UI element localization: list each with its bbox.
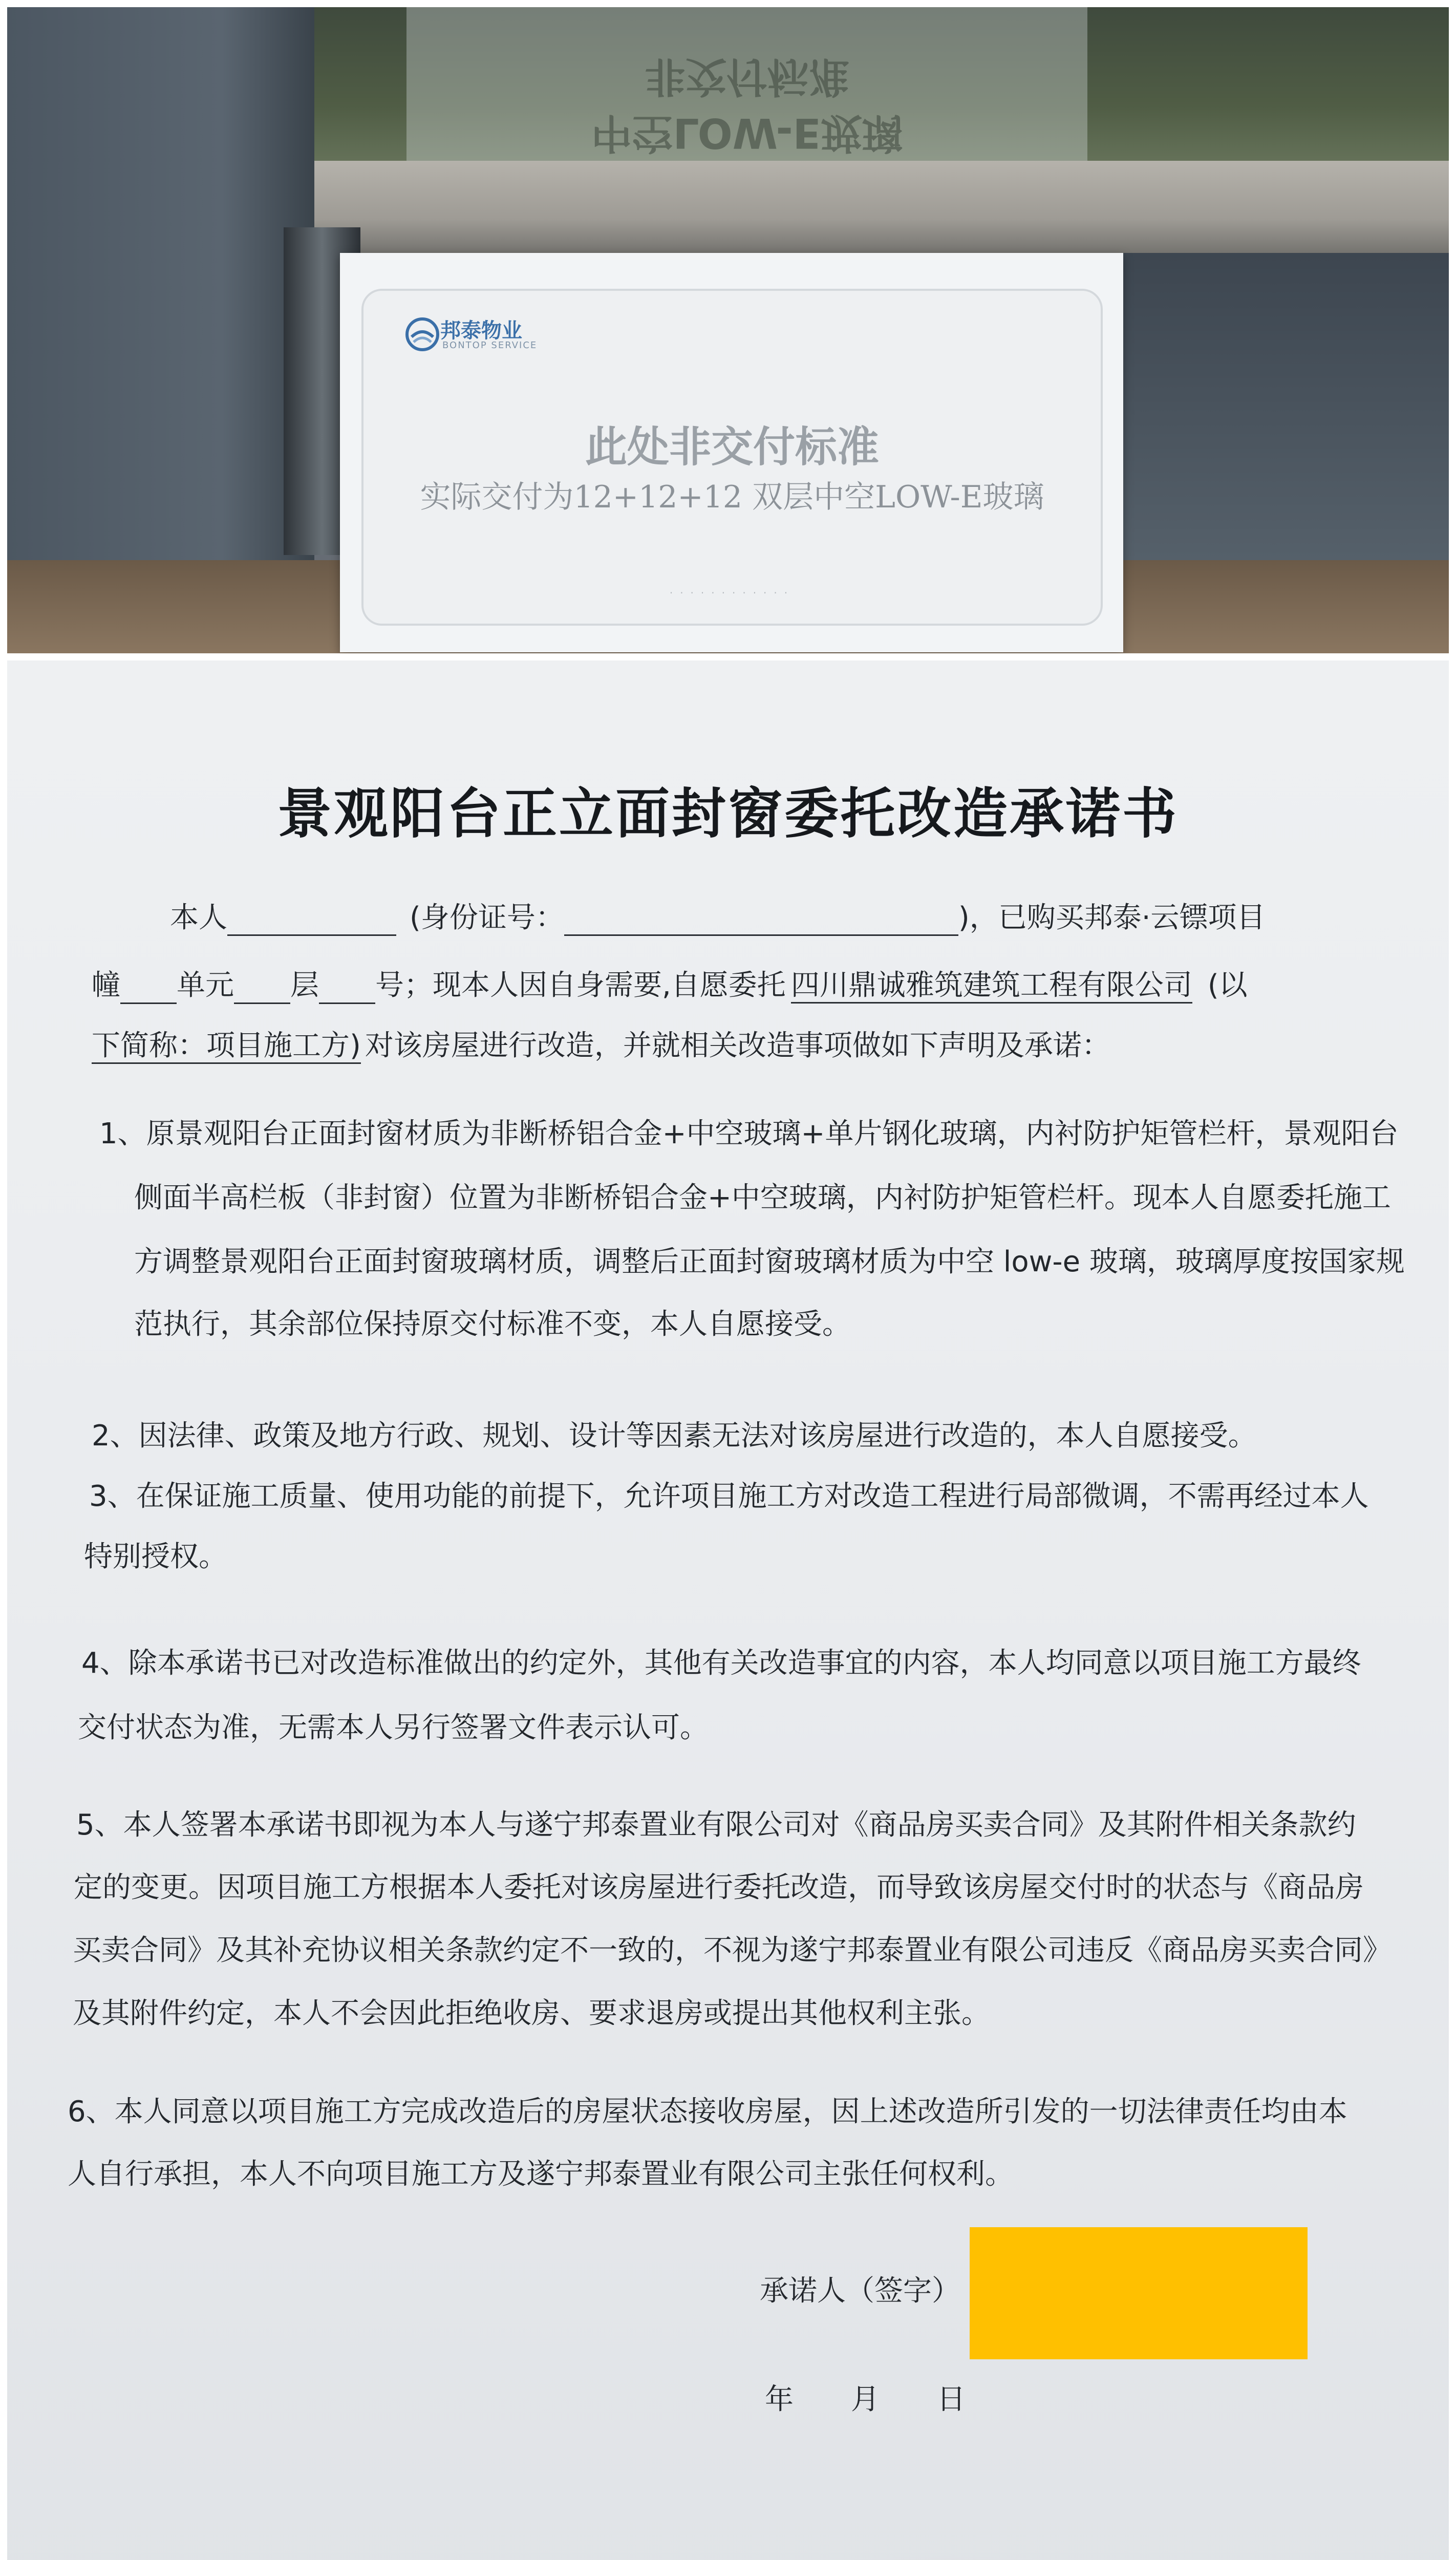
signature-redaction: [970, 2227, 1308, 2359]
date-label: 年 月 日: [765, 2383, 966, 2416]
clause-3-line: 3、在保证施工质量、使用功能的前提下，允许项目施工方对改造工程进行局部微调，不需再经过本人: [89, 1480, 1369, 1513]
sign-brand: 邦泰物业: [440, 319, 522, 343]
clause-1-line: 范执行，其余部位保持原交付标准不变，本人自愿接受。: [134, 1308, 851, 1341]
clause-1-line: 侧面半高栏板（非封窗）位置为非断桥铝合金+中空玻璃，内衬防护矩管栏杆。现本人自愿委托施工: [134, 1181, 1391, 1214]
floor-blank: [319, 976, 375, 1004]
intro-statement: 对该房屋进行改造，并就相关改造事项做如下声明及承诺：: [365, 1029, 1110, 1062]
intro-line-2: [92, 968, 1248, 1004]
contractor-name: 四川鼎诚雅筑建筑工程有限公司: [791, 969, 1192, 1004]
abbr-open: (以: [1207, 969, 1248, 1002]
id-number-blank: [564, 908, 958, 936]
commitment-letter: [7, 660, 1449, 2560]
unit-blank: [234, 976, 290, 1004]
building-blank: [120, 976, 177, 1004]
clause-4-line: 交付状态为准，无需本人另行签署文件表示认可。: [78, 1711, 709, 1744]
sign-subtitle: 实际交付为12+12+12 双层中空LOW-E玻璃: [420, 479, 1044, 515]
intro-line-3: [92, 1028, 1110, 1064]
bontop-logo-icon: [404, 316, 440, 352]
clause-5-line: 5、本人签署本承诺书即视为本人与遂宁邦泰置业有限公司对《商品房买卖合同》及其附件相关条款约: [76, 1808, 1356, 1842]
document-title: 景观阳台正立面封窗委托改造承诺书: [277, 782, 1179, 845]
abbr-contractor: 下简称：项目施工方): [92, 1029, 361, 1064]
clause-5-line: 及其附件约定，本人不会因此拒绝收房、要求退房或提出其他权利主张。: [73, 1997, 990, 2030]
clause-3-line: 特别授权。: [84, 1540, 227, 1573]
building-label: 幢: [92, 969, 120, 1002]
clause-6-line: 6、本人同意以项目施工方完成改造后的房屋状态接收房屋，因上述改造所引发的一切法律责任均由本: [68, 2095, 1347, 2128]
reflection-line: 中空LOW-E玻璃: [591, 109, 903, 157]
reflection-text: [406, 48, 1087, 161]
sign-border: [361, 289, 1103, 626]
window-mullion: [1093, 253, 1449, 560]
clause-6-line: 人自行承担，本人不向项目施工方及遂宁邦泰置业有限公司主张任何权利。: [68, 2158, 1014, 2191]
window-sill: [294, 161, 1449, 258]
notice-sign: [340, 253, 1123, 652]
room-label: 号；现本人因自身需要,自愿委托: [375, 969, 786, 1002]
floor-label: 层: [290, 969, 319, 1002]
clause-1-line: 1、原景观阳台正面封窗材质为非断桥铝合金+中空玻璃+单片钢化玻璃，内衬防护矩管栏杆，景观阳台: [99, 1117, 1399, 1150]
window-sign-photo: [7, 7, 1449, 653]
signer-label: 承诺人（签字）: [760, 2274, 960, 2308]
clause-5-line: 买卖合同》及其补充协议相关条款约定不一致的，不视为遂宁邦泰置业有限公司违反《商品房买卖合同》: [73, 1934, 1391, 1967]
clause-2-line: 2、因法律、政策及地方行政、规划、设计等因素无法对该房屋进行改造的，本人自愿接受。: [92, 1419, 1257, 1453]
unit-label: 单元: [177, 969, 234, 1002]
sign-brand-en: BONTOP SERVICE: [442, 340, 538, 351]
paper-shadow: [622, 2555, 1267, 2560]
sign-title: 此处非交付标准: [585, 422, 879, 472]
clause-5-line: 定的变更。因项目施工方根据本人委托对该房屋进行委托改造，而导致该房屋交付时的状态与《商品房: [74, 1871, 1364, 1904]
window-frame: [7, 7, 314, 653]
reflection-line: 非交付标准: [645, 53, 849, 100]
clause-1-line: 方调整景观阳台正面封窗玻璃材质，调整后正面封窗玻璃材质为中空 low-e 玻璃，玻璃厚度按国家规: [134, 1245, 1405, 1278]
intro-purchase-text: )，已购买邦泰·云镖项目: [958, 901, 1266, 934]
name-blank: [227, 908, 396, 936]
intro-person-label: 本人: [170, 901, 227, 934]
sign-dots: ············: [669, 587, 795, 599]
intro-line-1: [170, 900, 1266, 936]
id-label: (身份证号：: [410, 901, 564, 934]
clause-4-line: 4、除本承诺书已对改造标准做出的约定外，其他有关改造事宜的内容，本人均同意以项目施工方最终: [81, 1647, 1361, 1680]
